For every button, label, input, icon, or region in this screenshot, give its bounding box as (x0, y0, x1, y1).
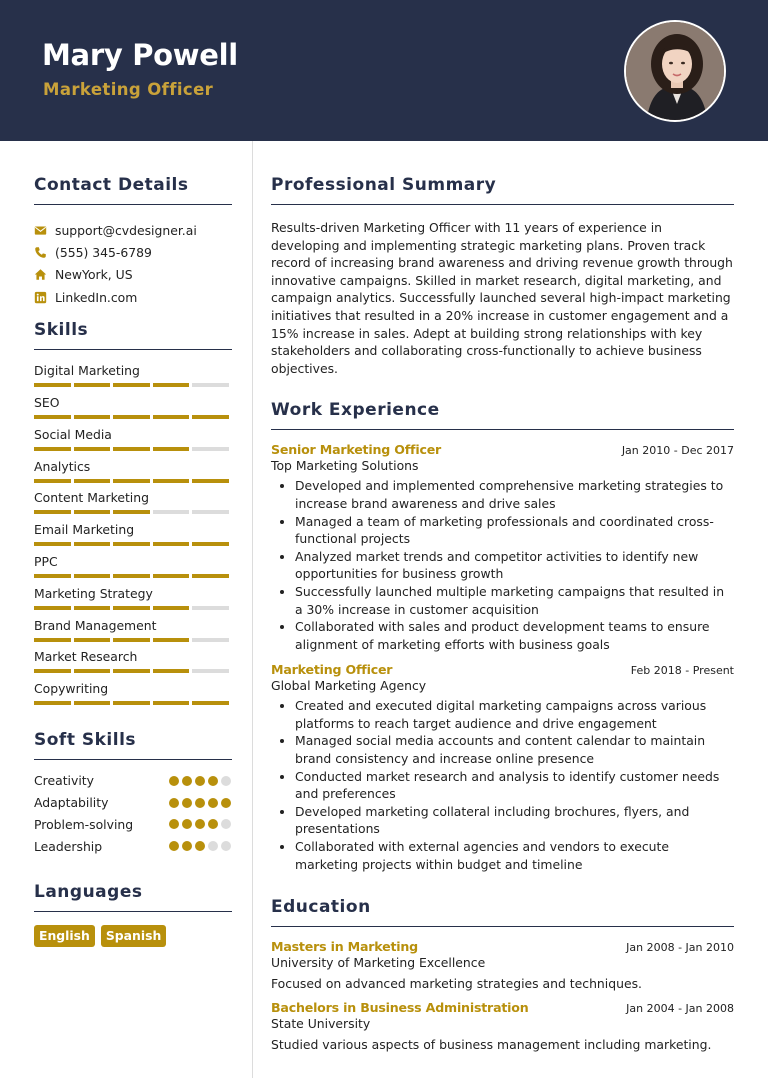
degree-title: Masters in Marketing (271, 939, 418, 955)
skill-item (34, 648, 232, 680)
job-bullet: • Managed a team of marketing professionals and coordinated cross-functional projects (295, 513, 734, 548)
soft-skill-name: Problem-solving (34, 816, 134, 832)
skill-name: SEO (34, 394, 60, 410)
skill-name: PPC (34, 553, 58, 569)
contact-text: support@cvdesigner.ai (55, 222, 197, 238)
rating-dot (169, 819, 179, 829)
skill-level-segment (34, 415, 71, 419)
rating-dot (169, 841, 179, 851)
contact-item (34, 286, 232, 308)
rating-dot (208, 841, 218, 851)
rating-dot (208, 798, 218, 808)
job-date: Feb 2018 - Present (630, 664, 734, 678)
skill-level-bar (34, 479, 232, 483)
education-header (271, 939, 734, 954)
skill-level-segment (34, 542, 71, 546)
rating-dot (221, 841, 231, 851)
rating-dot (182, 841, 192, 851)
skill-level-segment (113, 479, 150, 483)
skill-level-segment (113, 606, 150, 610)
skill-item (34, 489, 232, 521)
rating-dot (195, 776, 205, 786)
skill-level-segment (34, 638, 71, 642)
job-bullet: • Conducted market research and analysis to identify customer needs and preferences (295, 768, 734, 803)
jobs-list (271, 442, 734, 873)
skill-level-segment (153, 447, 190, 451)
school-name: University of Marketing Excellence (271, 955, 486, 971)
skill-level-segment (153, 510, 190, 514)
skill-name: Copywriting (34, 681, 109, 697)
job-bullet: • Collaborated with sales and product development teams to ensure alignment of marketing efforts with business goals (295, 618, 734, 653)
skill-level-bar (34, 574, 232, 578)
skill-level-segment (113, 383, 150, 387)
soft-skill-rating (169, 819, 231, 829)
soft-skills-list (34, 770, 232, 857)
soft-skill-item (34, 814, 232, 836)
skill-item (34, 585, 232, 617)
contact-text: LinkedIn.com (55, 289, 138, 305)
skill-level-segment (192, 638, 229, 642)
skill-level-segment (153, 479, 190, 483)
candidate-role: Marketing Officer (43, 80, 214, 99)
rating-dot (182, 819, 192, 829)
phone-icon (34, 246, 55, 259)
rating-dot (221, 819, 231, 829)
soft-skills-heading: Soft Skills (34, 730, 232, 760)
skill-level-segment (113, 510, 150, 514)
skill-level-segment (113, 701, 150, 705)
skill-level-segment (192, 510, 229, 514)
experience-section (271, 400, 734, 873)
skill-level-segment (192, 542, 229, 546)
contact-text: (555) 345-6789 (55, 244, 152, 260)
skill-level-segment (34, 447, 71, 451)
education-header (271, 1000, 734, 1015)
skill-level-bar (34, 415, 232, 419)
experience-heading: Work Experience (271, 400, 734, 430)
contact-heading: Contact Details (34, 175, 232, 205)
skill-level-bar (34, 638, 232, 642)
contact-list (34, 219, 232, 308)
skill-level-segment (192, 669, 229, 673)
job-bullet: • Developed and implemented comprehensive marketing strategies to increase brand awareness and drive sales (295, 477, 734, 512)
job-bullets (271, 697, 734, 873)
soft-skills-section (34, 730, 232, 857)
skill-level-segment (113, 574, 150, 578)
job-company: Global Marketing Agency (271, 678, 427, 694)
rating-dot (208, 819, 218, 829)
skill-level-segment (74, 638, 111, 642)
soft-skill-name: Leadership (34, 838, 103, 854)
rating-dot (182, 776, 192, 786)
job-entry (271, 442, 734, 653)
skill-name: Marketing Strategy (34, 585, 153, 601)
skill-level-segment (113, 638, 150, 642)
job-bullet: • Collaborated with external agencies and vendors to execute marketing projects within budget and timeline (295, 838, 734, 873)
job-bullet: • Successfully launched multiple marketing campaigns that resulted in a 30% increase in customer acquisition (295, 583, 734, 618)
skill-level-segment (34, 479, 71, 483)
job-bullet: • Analyzed market trends and competitor activities to identify new opportunities for business growth (295, 548, 734, 583)
skill-level-segment (153, 574, 190, 578)
education-description: Studied various aspects of business management including marketing. (271, 1037, 712, 1053)
skill-level-segment (74, 606, 111, 610)
skill-level-segment (74, 447, 111, 451)
skill-level-segment (34, 701, 71, 705)
skill-level-segment (153, 701, 190, 705)
rating-dot (221, 776, 231, 786)
skill-item (34, 362, 232, 394)
job-date: Jan 2010 - Dec 2017 (621, 444, 734, 458)
language-badge: Spanish (101, 925, 166, 947)
skill-name: Brand Management (34, 617, 157, 633)
skill-level-segment (74, 542, 111, 546)
rating-dot (195, 819, 205, 829)
soft-skill-name: Adaptability (34, 795, 109, 811)
skill-name: Digital Marketing (34, 363, 140, 379)
language-badge: English (34, 925, 95, 947)
skill-name: Social Media (34, 426, 112, 442)
candidate-name: Mary Powell (42, 38, 238, 72)
skill-item (34, 617, 232, 649)
skill-level-segment (153, 415, 190, 419)
skill-level-bar (34, 510, 232, 514)
job-bullet: • Managed social media accounts and content calendar to maintain brand consistency and increase online presence (295, 732, 734, 767)
skill-name: Email Marketing (34, 522, 135, 538)
envelope-icon (34, 224, 55, 237)
skill-level-bar (34, 447, 232, 451)
left-column (34, 141, 232, 947)
rating-dot (182, 798, 192, 808)
summary-heading: Professional Summary (271, 175, 734, 205)
contact-item (34, 264, 232, 286)
degree-title: Bachelors in Business Administration (271, 1000, 529, 1016)
soft-skill-rating (169, 776, 231, 786)
skill-level-segment (74, 479, 111, 483)
skill-level-bar (34, 383, 232, 387)
skill-level-segment (153, 383, 190, 387)
skill-level-segment (74, 510, 111, 514)
contact-text: NewYork, US (55, 267, 133, 283)
home-icon (34, 268, 55, 281)
contact-item (34, 241, 232, 263)
rating-dot (169, 798, 179, 808)
job-header (271, 442, 734, 457)
skill-item (34, 458, 232, 490)
profile-photo (624, 20, 726, 122)
soft-skill-item (34, 835, 232, 857)
skill-item (34, 553, 232, 585)
job-bullet: • Developed marketing collateral including brochures, flyers, and presentations (295, 803, 734, 838)
skills-list (34, 362, 232, 712)
skill-level-segment (34, 574, 71, 578)
skill-level-segment (74, 415, 111, 419)
contact-section (34, 175, 232, 308)
right-column (271, 141, 734, 1052)
portrait-image (626, 22, 726, 122)
skill-level-segment (192, 574, 229, 578)
skill-item (34, 426, 232, 458)
job-entry (271, 662, 734, 873)
skill-level-segment (153, 542, 190, 546)
job-company: Top Marketing Solutions (271, 458, 419, 474)
languages-section (34, 882, 232, 947)
languages-heading: Languages (34, 882, 232, 912)
job-bullets (271, 477, 734, 653)
skill-level-bar (34, 542, 232, 546)
skill-level-segment (113, 669, 150, 673)
skill-level-segment (74, 669, 111, 673)
skill-level-segment (192, 606, 229, 610)
summary-text: Results-driven Marketing Officer with 11 years of experience in developing and implementing strategic marketing plans. Proven track record of increasing brand awareness and driving revenue growth through innovative campaigns. Skilled in market research, digital marketing, and campaign analytics. Successfully launched several high-impact marketing initiatives that resulted in a 20% increase in customer engagement and a 15% increase in sales. Adept at building strong relationships with key stakeholders and collaborating cross-functionally to achieve business objectives. (271, 220, 733, 376)
linkedin-icon (34, 291, 55, 304)
skill-item (34, 394, 232, 426)
soft-skill-item (34, 792, 232, 814)
skill-level-segment (34, 606, 71, 610)
resume-header (0, 0, 768, 141)
school-name: State University (271, 1016, 371, 1032)
skill-level-segment (74, 574, 111, 578)
job-header (271, 662, 734, 677)
education-description: Focused on advanced marketing strategies and techniques. (271, 976, 642, 992)
skill-name: Analytics (34, 458, 91, 474)
skill-level-segment (192, 415, 229, 419)
soft-skill-name: Creativity (34, 773, 94, 789)
skill-level-segment (113, 447, 150, 451)
rating-dot (195, 841, 205, 851)
column-divider (252, 141, 253, 1078)
summary-section (271, 175, 734, 377)
rating-dot (169, 776, 179, 786)
education-heading: Education (271, 897, 734, 927)
rating-dot (208, 776, 218, 786)
skill-level-segment (113, 542, 150, 546)
skills-heading: Skills (34, 320, 232, 350)
skill-level-segment (153, 638, 190, 642)
skill-level-segment (34, 669, 71, 673)
skill-level-segment (192, 479, 229, 483)
skill-name: Market Research (34, 649, 138, 665)
skill-name: Content Marketing (34, 490, 149, 506)
rating-dot (221, 798, 231, 808)
skill-level-segment (74, 383, 111, 387)
job-title: Marketing Officer (271, 662, 393, 678)
skill-level-segment (153, 669, 190, 673)
contact-item (34, 219, 232, 241)
education-entry (271, 1000, 734, 1052)
skill-level-segment (74, 701, 111, 705)
soft-skill-rating (169, 841, 231, 851)
soft-skill-rating (169, 798, 231, 808)
education-entry (271, 939, 734, 991)
education-date: Jan 2004 - Jan 2008 (626, 1002, 734, 1016)
skill-level-segment (34, 510, 71, 514)
skill-level-bar (34, 669, 232, 673)
skill-level-segment (192, 383, 229, 387)
education-date: Jan 2008 - Jan 2010 (626, 941, 734, 955)
skill-level-segment (34, 383, 71, 387)
education-section (271, 897, 734, 1052)
skill-level-bar (34, 606, 232, 610)
skills-section (34, 320, 232, 712)
skill-level-bar (34, 701, 232, 705)
skill-level-segment (113, 415, 150, 419)
skill-item (34, 521, 232, 553)
soft-skill-item (34, 770, 232, 792)
skill-item (34, 680, 232, 712)
job-title: Senior Marketing Officer (271, 442, 442, 458)
rating-dot (195, 798, 205, 808)
job-bullet: • Created and executed digital marketing campaigns across various platforms to reach target audience and drive engagement (295, 697, 734, 732)
skill-level-segment (192, 701, 229, 705)
skill-level-segment (192, 447, 229, 451)
languages-list (34, 925, 232, 947)
skill-level-segment (153, 606, 190, 610)
education-list (271, 939, 734, 1052)
